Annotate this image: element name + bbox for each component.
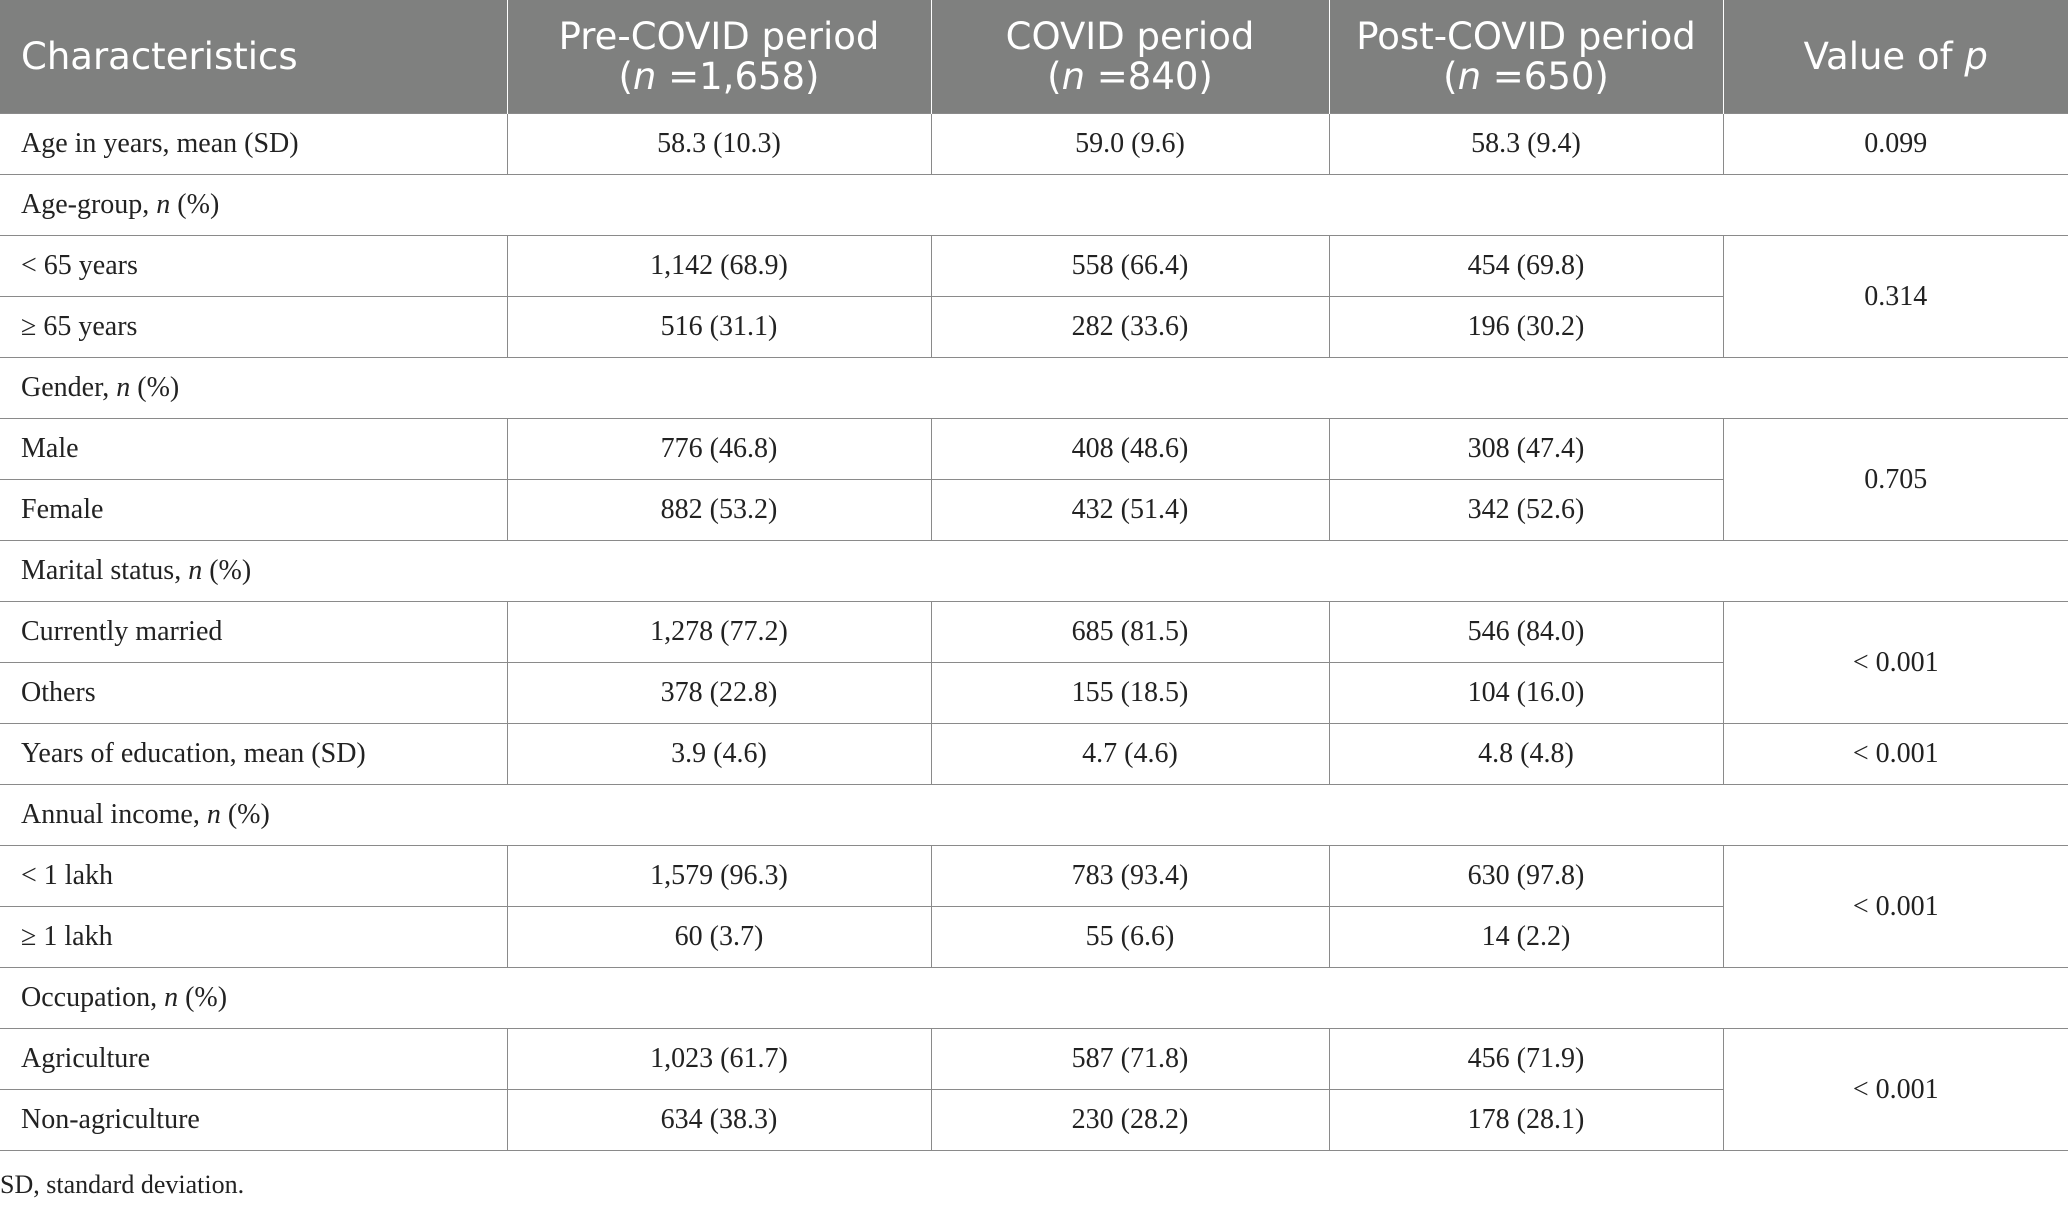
- header-pre-covid-label: Pre-COVID period: [558, 14, 880, 58]
- post-covid-cell: 546 (84.0): [1329, 602, 1723, 663]
- section-label-suffix: (%): [130, 372, 180, 403]
- covid-cell: 783 (93.4): [931, 846, 1329, 907]
- section-label-text: Annual income,: [21, 799, 207, 830]
- header-pre-covid-n-value: =1,658): [656, 54, 820, 98]
- header-post-covid-label: Post-COVID period: [1356, 14, 1696, 58]
- header-pre-covid-n-open: (: [618, 54, 633, 98]
- section-label-suffix: (%): [178, 982, 228, 1013]
- covid-cell: 432 (51.4): [931, 480, 1329, 541]
- row-label: Female: [0, 480, 507, 541]
- header-p-value-label: Value of: [1803, 34, 1965, 78]
- pre-covid-cell: 58.3 (10.3): [507, 114, 931, 175]
- section-row-marital: [0, 541, 2068, 602]
- row-label: Agriculture: [0, 1029, 507, 1090]
- section-label-suffix: (%): [202, 555, 252, 586]
- pre-covid-cell: 1,278 (77.2): [507, 602, 931, 663]
- p-value-cell: 0.099: [1723, 114, 2068, 175]
- section-n-symbol: n: [156, 189, 171, 220]
- post-covid-cell: 454 (69.8): [1329, 236, 1723, 297]
- table-row-age-mean: [0, 114, 2068, 175]
- covid-cell: 59.0 (9.6): [931, 114, 1329, 175]
- section-row-income: [0, 785, 2068, 846]
- covid-cell: 4.7 (4.6): [931, 724, 1329, 785]
- section-label-text: Age-group,: [21, 189, 157, 220]
- post-covid-cell: 308 (47.4): [1329, 419, 1723, 480]
- header-row: [0, 0, 2068, 114]
- row-label: < 65 years: [0, 236, 507, 297]
- covid-cell: 685 (81.5): [931, 602, 1329, 663]
- row-label: Currently married: [0, 602, 507, 663]
- pre-covid-cell: 882 (53.2): [507, 480, 931, 541]
- table-header: [0, 0, 2068, 114]
- p-value-cell: < 0.001: [1723, 846, 2068, 968]
- row-label: Age in years, mean (SD): [0, 114, 507, 175]
- pre-covid-cell: 3.9 (4.6): [507, 724, 931, 785]
- row-label: Non-agriculture: [0, 1090, 507, 1151]
- post-covid-cell: 178 (28.1): [1329, 1090, 1723, 1151]
- section-row-occupation: [0, 968, 2068, 1029]
- table-row-income-lt1: [0, 846, 2068, 907]
- table-row-male: [0, 419, 2068, 480]
- p-value-cell: 0.314: [1723, 236, 2068, 358]
- pre-covid-cell: 1,023 (61.7): [507, 1029, 931, 1090]
- section-label-text: Marital status,: [21, 555, 189, 586]
- table-footnote: SD, standard deviation.: [0, 1170, 245, 1199]
- pre-covid-cell: 60 (3.7): [507, 907, 931, 968]
- post-covid-cell: 196 (30.2): [1329, 297, 1723, 358]
- pre-covid-cell: 1,579 (96.3): [507, 846, 931, 907]
- section-label-text: Occupation,: [21, 982, 165, 1013]
- p-value-cell: < 0.001: [1723, 602, 2068, 724]
- covid-cell: 55 (6.6): [931, 907, 1329, 968]
- header-p-symbol: p: [1964, 34, 1988, 78]
- table-row-age-lt65: [0, 236, 2068, 297]
- covid-cell: 408 (48.6): [931, 419, 1329, 480]
- p-value-cell: 0.705: [1723, 419, 2068, 541]
- table-body: [0, 114, 2068, 1151]
- row-label: ≥ 1 lakh: [0, 907, 507, 968]
- table-row-education: [0, 724, 2068, 785]
- header-post-covid-n-open: (: [1443, 54, 1458, 98]
- header-characteristics: Characteristics: [0, 0, 507, 114]
- row-label: ≥ 65 years: [0, 297, 507, 358]
- post-covid-cell: 4.8 (4.8): [1329, 724, 1723, 785]
- post-covid-cell: 630 (97.8): [1329, 846, 1723, 907]
- section-n-symbol: n: [188, 555, 203, 586]
- header-p-value: [1723, 0, 2068, 114]
- table-row-married: [0, 602, 2068, 663]
- p-value-cell: < 0.001: [1723, 1029, 2068, 1151]
- section-label-text: Gender,: [21, 372, 117, 403]
- header-pre-covid-n-symbol: n: [632, 54, 657, 98]
- pre-covid-cell: 634 (38.3): [507, 1090, 931, 1151]
- covid-cell: 230 (28.2): [931, 1090, 1329, 1151]
- post-covid-cell: 58.3 (9.4): [1329, 114, 1723, 175]
- post-covid-cell: 104 (16.0): [1329, 663, 1723, 724]
- covid-cell: 558 (66.4): [931, 236, 1329, 297]
- section-label: [0, 541, 2068, 602]
- pre-covid-cell: 516 (31.1): [507, 297, 931, 358]
- covid-cell: 587 (71.8): [931, 1029, 1329, 1090]
- post-covid-cell: 456 (71.9): [1329, 1029, 1723, 1090]
- section-label: [0, 175, 2068, 236]
- header-post-covid-n-symbol: n: [1457, 54, 1482, 98]
- section-n-symbol: n: [164, 982, 179, 1013]
- header-post-covid: [1329, 0, 1723, 114]
- header-covid-n-symbol: n: [1061, 54, 1086, 98]
- row-label: Others: [0, 663, 507, 724]
- section-label: [0, 358, 2068, 419]
- section-label: [0, 968, 2068, 1029]
- header-covid-label: COVID period: [1005, 14, 1255, 58]
- section-n-symbol: n: [206, 799, 221, 830]
- section-row-gender: [0, 358, 2068, 419]
- row-label: Male: [0, 419, 507, 480]
- p-value-cell: < 0.001: [1723, 724, 2068, 785]
- post-covid-cell: 14 (2.2): [1329, 907, 1723, 968]
- pre-covid-cell: 776 (46.8): [507, 419, 931, 480]
- header-covid: [931, 0, 1329, 114]
- section-label-suffix: (%): [220, 799, 270, 830]
- table-row-agriculture: [0, 1029, 2068, 1090]
- pre-covid-cell: 1,142 (68.9): [507, 236, 931, 297]
- post-covid-cell: 342 (52.6): [1329, 480, 1723, 541]
- row-label: < 1 lakh: [0, 846, 507, 907]
- header-post-covid-n-value: =650): [1481, 54, 1609, 98]
- section-n-symbol: n: [116, 372, 131, 403]
- header-covid-n-value: =840): [1085, 54, 1213, 98]
- section-row-age-group: [0, 175, 2068, 236]
- covid-cell: 155 (18.5): [931, 663, 1329, 724]
- section-label-suffix: (%): [170, 189, 220, 220]
- header-pre-covid: [507, 0, 931, 114]
- pre-covid-cell: 378 (22.8): [507, 663, 931, 724]
- row-label: Years of education, mean (SD): [0, 724, 507, 785]
- header-covid-n-open: (: [1047, 54, 1062, 98]
- covid-cell: 282 (33.6): [931, 297, 1329, 358]
- section-label: [0, 785, 2068, 846]
